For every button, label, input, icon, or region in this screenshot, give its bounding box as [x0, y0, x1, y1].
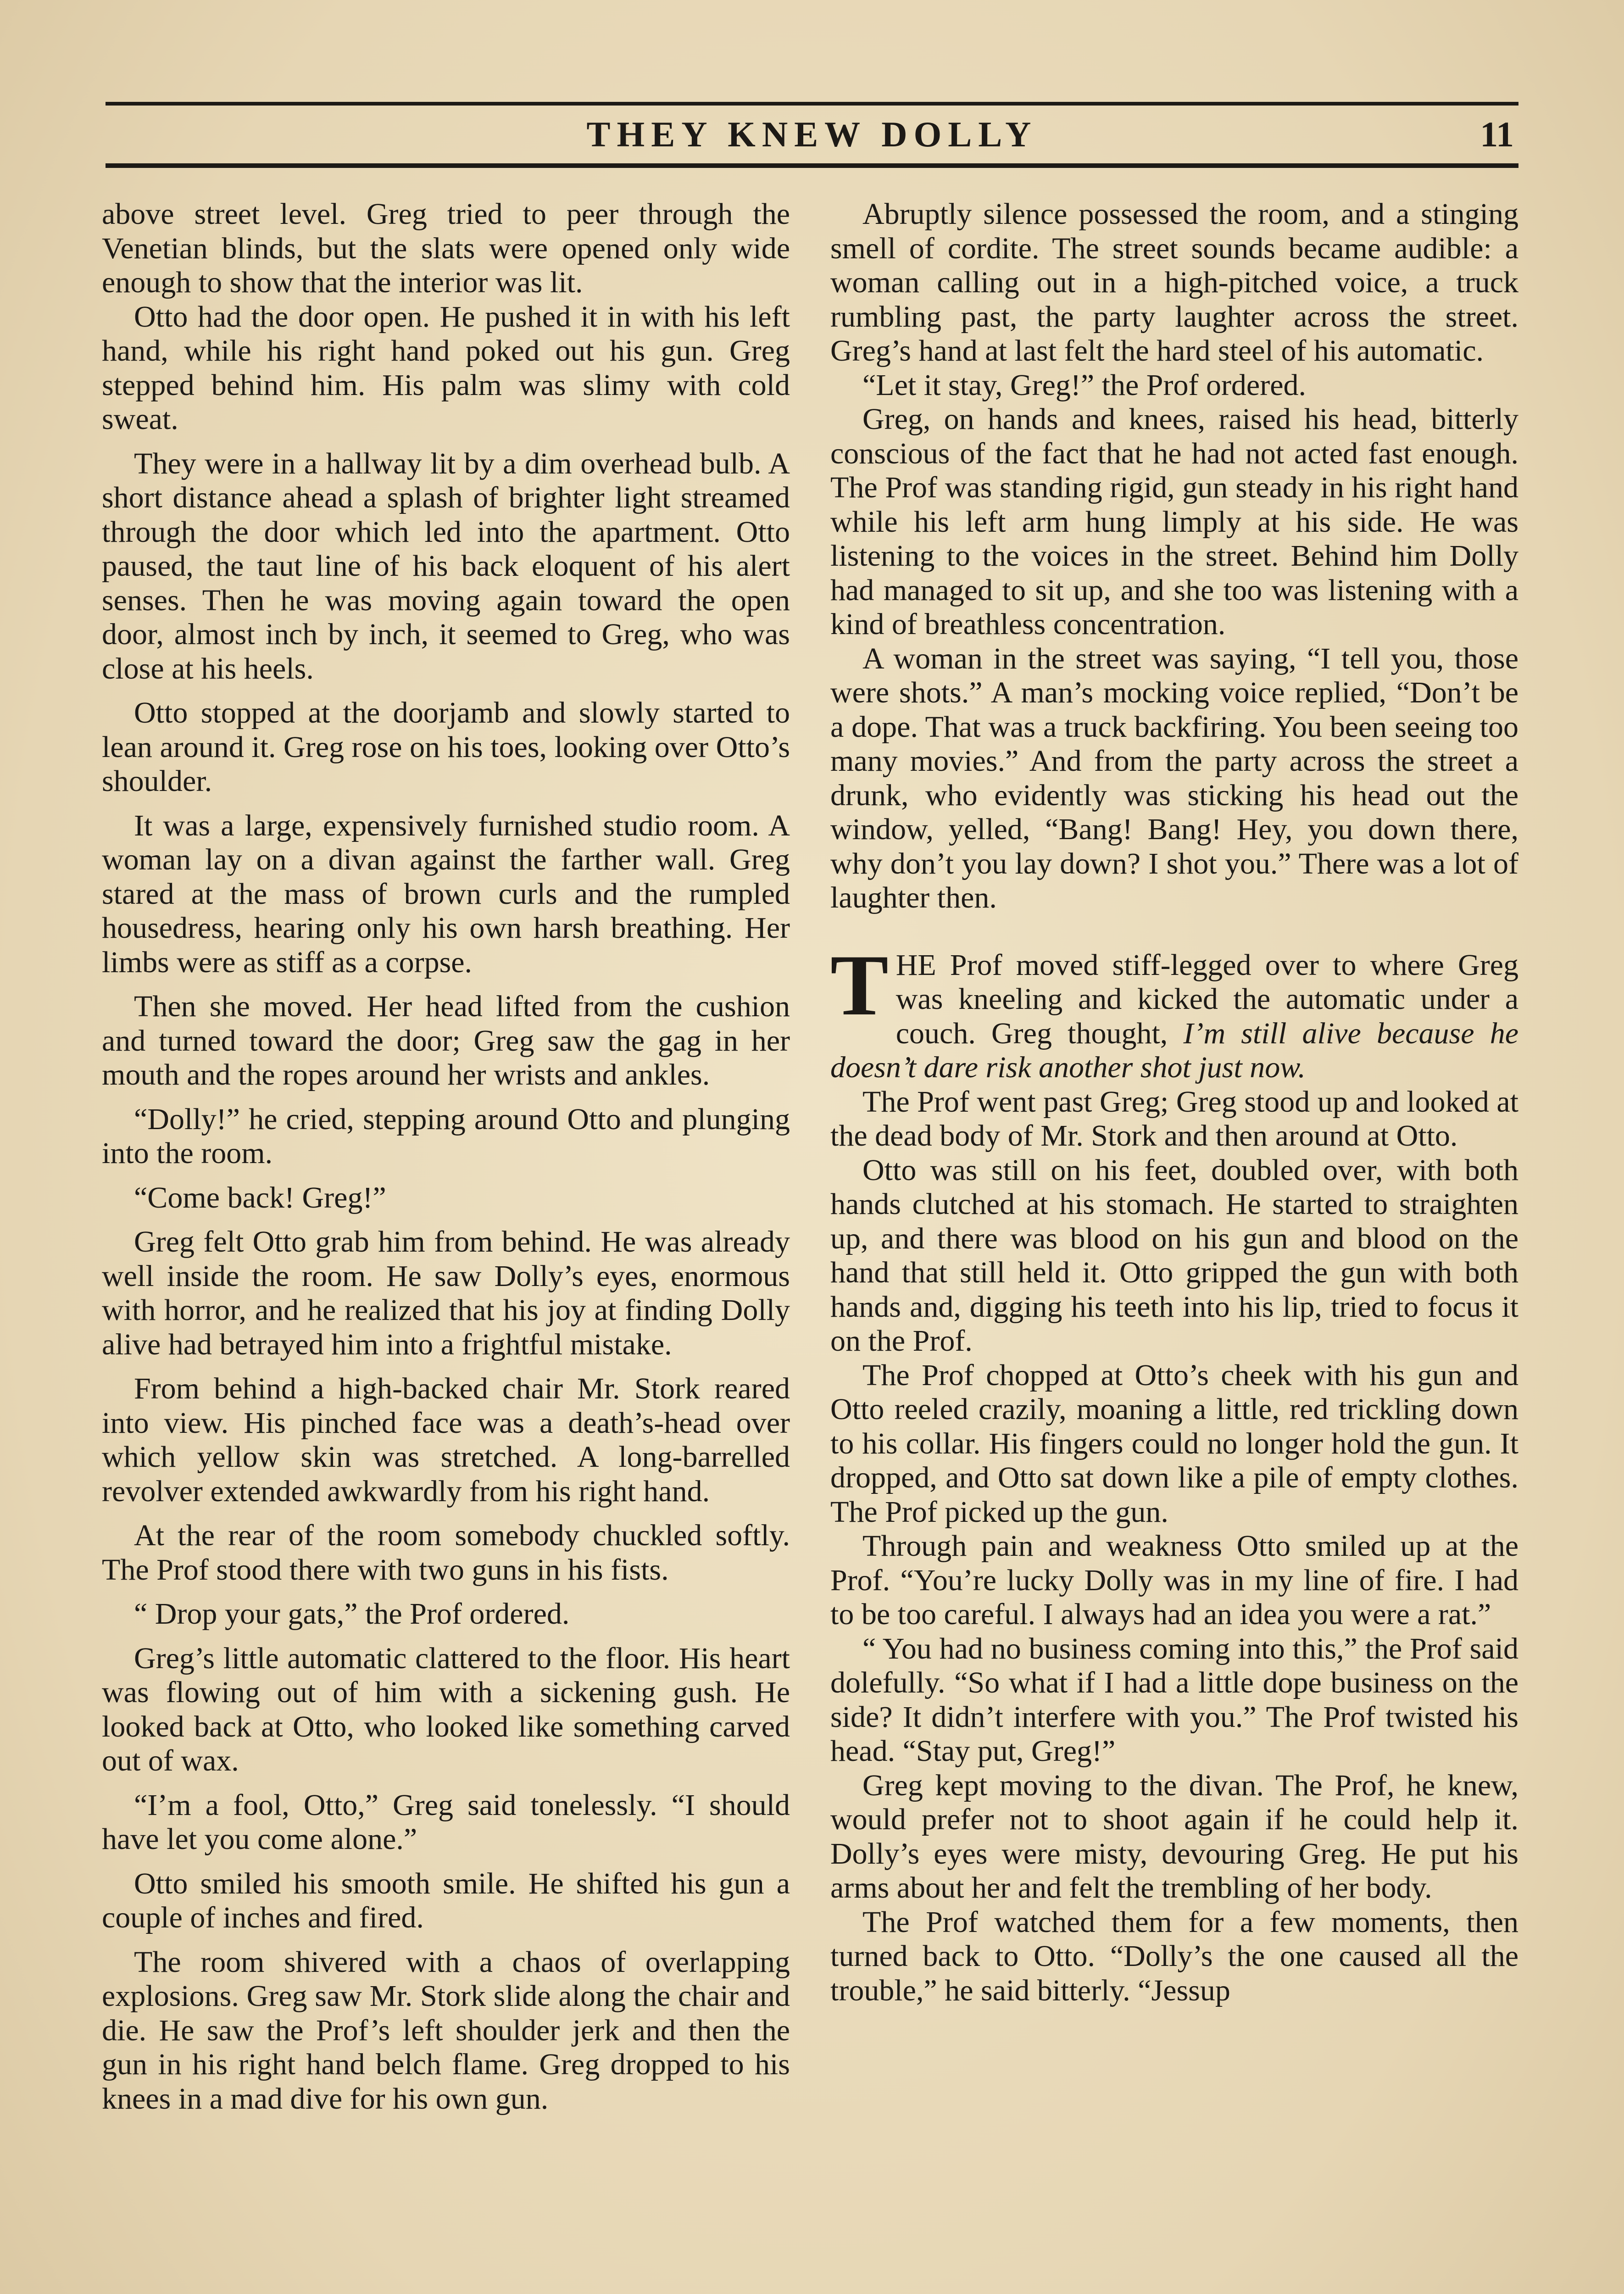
paragraph: Greg’s little automatic clattered to the floor. His heart was flowing out of him with a sickening gush. He looked back at Otto, who looked like something carved out of wax.: [102, 1641, 790, 1777]
paragraph: The Prof watched them for a few moments, then turned back to Otto. “Dolly’s the one caused all the trouble,” he said bitterly. “Jessup: [830, 1905, 1518, 2007]
paragraph: Then she moved. Her head lifted from the cushion and turned toward the door; Greg saw the gag in her mouth and the ropes around her wrists and ankles.: [102, 990, 790, 1091]
paragraph: “Come back! Greg!”: [134, 1180, 386, 1214]
paragraph: It was a large, expensively furnished studio room. A woman lay on a divan against the farther wall. Greg stared at the mass of brown curls and the rumpled housedress, hearing only his own harsh breathing. Her limbs were as stiff as a corpse.: [102, 808, 790, 979]
paragraph: Otto had the door open. He pushed it in with his left hand, while his right hand poked out his gun. Greg stepped behind him. His palm was slimy with cold sweat.: [102, 300, 790, 436]
header-rule-top: [106, 102, 1518, 106]
paragraph: The room shivered with a chaos of overlapping explosions. Greg saw Mr. Stork slide along the chair and die. He saw the Prof’s left shoulder jerk and then the gun in his right hand belch flame. Greg dropped to his knees in a mad dive for his own gun.: [102, 1945, 790, 2116]
page-number: 11: [1480, 114, 1514, 154]
paragraph: “I’m a fool, Otto,” Greg said tonelessly. “I should have let you come alone.”: [102, 1788, 790, 1856]
section-opening-paragraph: [830, 937, 1518, 1085]
running-head: [106, 110, 1518, 161]
drop-cap: T: [830, 937, 889, 1034]
paragraph: Otto was still on his feet, doubled over, with both hands clutched at his stomach. He started to straighten up, and there was blood on his gun and blood on the hand that still held it. Otto gripped the gun with both hands and, digging his teeth into his lip, tried to focus it on the Prof.: [830, 1153, 1518, 1358]
running-title: THEY KNEW DOLLY: [586, 114, 1038, 154]
italic-thought: I’m still alive because he doesn’t dare risk another shot just now.: [830, 1016, 1518, 1084]
left-column: [102, 197, 790, 2116]
paragraph: Greg felt Otto grab him from behind. He was already well inside the room. He saw Dolly’s eyes, enormous with horror, and he realized that his joy at finding Dolly alive had betrayed him into a frightful mistake.: [102, 1225, 790, 1361]
paragraph: A woman in the street was saying, “I tell you, those were shots.” A man’s mocking voice replied, “Don’t be a dope. That was a truck backfiring. You been seeing too many movies.” And from the party across the street a drunk, who evidently was sticking his head out the window, yelled, “Bang! Bang! Hey, you down there, why don’t you lay down? I shot you.” There was a lot of laughter then.: [830, 641, 1518, 914]
paragraph: Otto smiled his smooth smile. He shifted his gun a couple of inches and fired.: [102, 1866, 790, 1934]
paragraph: The Prof chopped at Otto’s cheek with his gun and Otto reeled crazily, moaning a little, red trickling down to his collar. His fingers could no longer hold the gun. It dropped, and Otto sat down like a pile of empty clothes. The Prof picked up the gun.: [830, 1358, 1518, 1529]
paragraph: Greg kept moving to the divan. The Prof, he knew, would prefer not to shoot again if he could help it. Dolly’s eyes were misty, devouring Greg. He put his arms about her and felt the trembling of her body.: [830, 1768, 1518, 1904]
paragraph: Greg, on hands and knees, raised his head, bitterly conscious of the fact that he had not acted fast enough. The Prof was standing rigid, gun steady in his right hand while his left arm hung limply at his side. He was listening to the voices in the street. Behind him Dolly had managed to sit up, and she too was listening with a kind of breathless concentration.: [830, 402, 1518, 641]
header-rule-bottom: [106, 163, 1518, 168]
paragraph: The Prof went past Greg; Greg stood up and looked at the dead body of Mr. Stork and then around at Otto.: [830, 1085, 1518, 1153]
paragraph: At the rear of the room somebody chuckled softly. The Prof stood there with two guns in his fists.: [102, 1519, 790, 1587]
paragraph: “ Drop your gats,” the Prof ordered.: [134, 1597, 570, 1631]
paragraph: Abruptly silence possessed the room, and a stinging smell of cordite. The street sounds became audible: a woman calling out in a high-pitched voice, a truck rumbling past, the party laughter across the street. Greg’s hand at last felt the hard steel of his automatic.: [830, 197, 1518, 367]
paragraph: From behind a high-backed chair Mr. Stork reared into view. His pinched face was a death’s-head over which yellow skin was stretched. A long-barrelled revolver extended awkwardly from his right hand.: [102, 1372, 790, 1508]
section-opening-text: HE Prof moved stiff-legged over to where Greg was kneeling and kicked the automatic under a couch. Greg thought,: [895, 948, 1518, 1050]
paragraph: Otto stopped at the doorjamb and slowly started to lean around it. Greg rose on his toes, looking over Otto’s shoulder.: [102, 696, 790, 798]
right-column: [830, 197, 1518, 2008]
paragraph: “Dolly!” he cried, stepping around Otto and plunging into the room.: [102, 1102, 790, 1170]
paragraph: above street level. Greg tried to peer through the Venetian blinds, but the slats were opened only wide enough to show that the interior was lit.: [102, 197, 790, 299]
paragraph: They were in a hallway lit by a dim overhead bulb. A short distance ahead a splash of brighter light streamed through the door which led into the apartment. Otto paused, the taut line of his back eloquent of his alert senses. Then he was moving again toward the open door, almost inch by inch, it seemed to Greg, who was close at his heels.: [102, 446, 790, 685]
paragraph: “ You had no business coming into this,” the Prof said dolefully. “So what if I had a little dope business on the side? It didn’t interfere with you.” The Prof twisted his head. “Stay put, Greg!”: [830, 1631, 1518, 1768]
paragraph: Through pain and weakness Otto smiled up at the Prof. “You’re lucky Dolly was in my line of fire. I had to be too careful. I always had an idea you were a rat.”: [830, 1529, 1518, 1631]
paragraph: “Let it stay, Greg!” the Prof ordered.: [862, 368, 1306, 402]
